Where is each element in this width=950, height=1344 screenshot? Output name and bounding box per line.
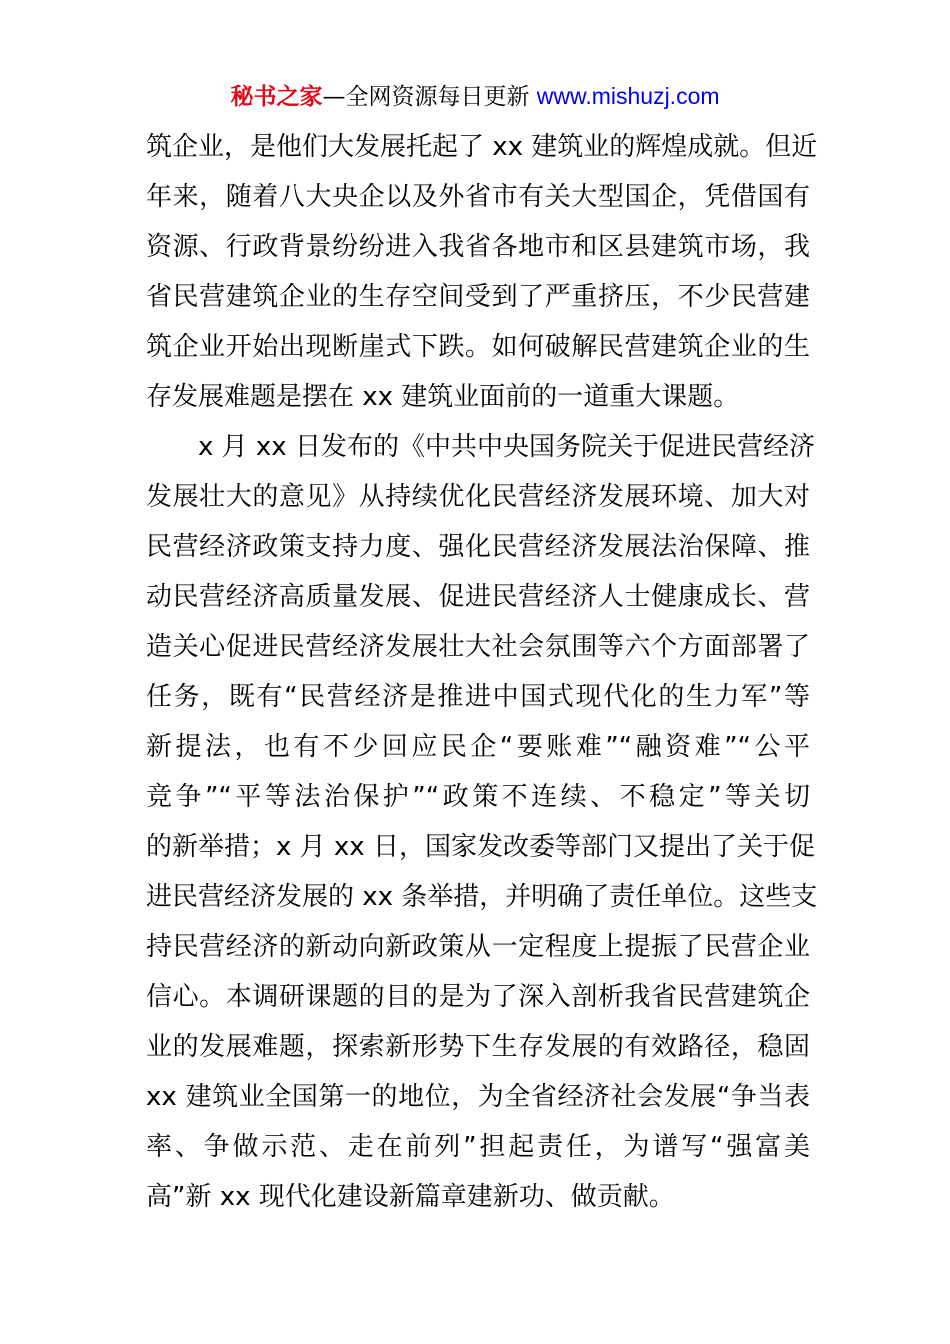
- text-line: 省民营建筑企业的生存空间受到了严重挤压，不少民营建: [146, 282, 810, 312]
- text-line: 率、争做示范、走在前列”担起责任，为谱写“强富美: [146, 1132, 810, 1162]
- text-line: 竞争”“平等法治保护”“政策不连续、不稳定”等关切: [146, 782, 810, 812]
- text-line: x 月 xx 日发布的《中共中央国务院关于促进民营经济: [198, 432, 815, 462]
- text-line: 高”新 xx 现代化建设新篇章建新功、做贡献。: [146, 1182, 675, 1212]
- text-line: 筑企业开始出现断崖式下跌。如何破解民营建筑企业的生: [146, 332, 810, 362]
- text-line: 民营经济政策支持力度、强化民营经济发展法治保障、推: [146, 532, 810, 562]
- text-line: 动民营经济高质量发展、促进民营经济人士健康成长、营: [146, 582, 810, 612]
- header-url-link[interactable]: www.mishuzj.com: [536, 83, 720, 109]
- text-line: 信心。本调研课题的目的是为了深入剖析我省民营建筑企: [146, 982, 810, 1012]
- text-line: xx 建筑业全国第一的地位，为全省经济社会发展“争当表: [146, 1082, 810, 1112]
- paragraph: [146, 422, 818, 1222]
- text-line: 业的发展难题，探索新形势下生存发展的有效路径，稳固: [146, 1032, 810, 1062]
- text-line: 筑企业，是他们大发展托起了 xx 建筑业的辉煌成就。但近: [146, 132, 818, 162]
- header-brand: 秘书之家: [230, 84, 323, 110]
- text-line: 任务，既有“民营经济是推进中国式现代化的生力军”等: [146, 682, 810, 712]
- page-header: [0, 81, 950, 112]
- text-line: 造关心促进民营经济发展壮大社会氛围等六个方面部署了: [146, 632, 810, 662]
- text-line: 年来，随着八大央企以及外省市有关大型国企，凭借国有: [146, 182, 810, 212]
- text-line: 存发展难题是摆在 xx 建筑业面前的一道重大课题。: [146, 382, 740, 412]
- text-line: 进民营经济发展的 xx 条举措，并明确了责任单位。这些支: [146, 882, 818, 912]
- header-tagline: —全网资源每日更新: [322, 84, 530, 110]
- paragraph: [146, 122, 818, 422]
- text-line: 资源、行政背景纷纷进入我省各地市和区县建筑市场，我: [146, 232, 810, 262]
- text-line: 持民营经济的新动向新政策从一定程度上提振了民营企业: [146, 932, 810, 962]
- text-line: 发展壮大的意见》从持续优化民营经济发展环境、加大对: [146, 482, 810, 512]
- text-line: 新提法，也有不少回应民企“要账难”“融资难”“公平: [146, 732, 810, 762]
- text-line: 的新举措；x 月 xx 日，国家发改委等部门又提出了关于促: [146, 832, 815, 862]
- document-body: [146, 122, 818, 1222]
